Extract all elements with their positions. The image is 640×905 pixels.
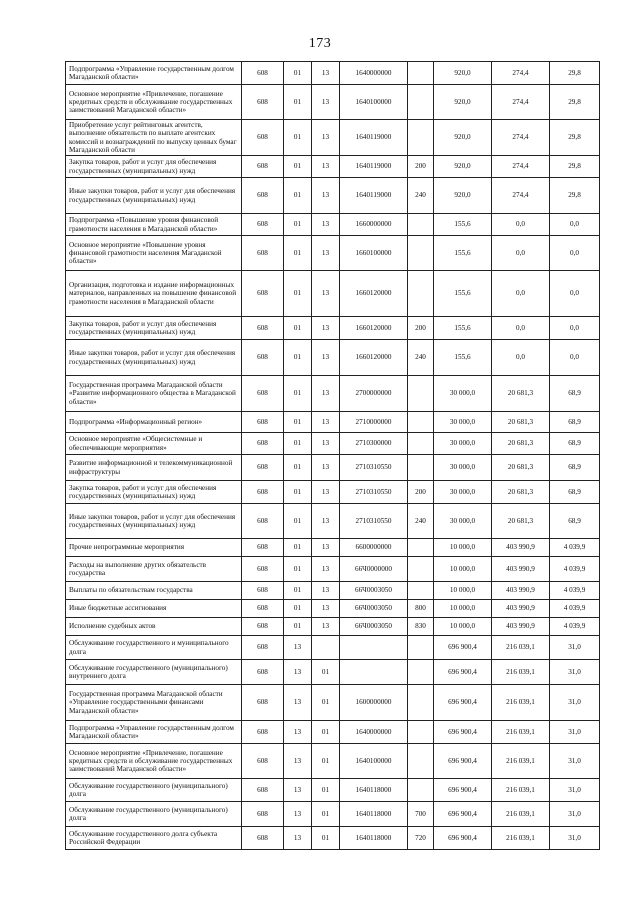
table-row	[66, 455, 600, 481]
ministry-code-cell: 608	[242, 636, 284, 660]
subsection-code-cell: 13	[312, 600, 340, 618]
subsection-code-cell: 13	[312, 271, 340, 317]
expense-type-cell	[408, 779, 434, 802]
execution-percent-cell: 0,0	[550, 236, 600, 271]
ministry-code-cell: 608	[242, 685, 284, 721]
target-article-cell: 2710300000	[340, 433, 408, 455]
subsection-code-cell: 13	[312, 178, 340, 214]
target-article-cell: 1640000000	[340, 721, 408, 744]
section-code-cell: 01	[284, 433, 312, 455]
target-article-cell: 2700000000	[340, 376, 408, 412]
section-code-cell: 13	[284, 660, 312, 685]
table-body	[66, 62, 600, 850]
actual-amount-cell: 216 039,1	[492, 779, 550, 802]
actual-amount-cell: 274,4	[492, 62, 550, 85]
actual-amount-cell: 274,4	[492, 120, 550, 156]
ministry-code-cell: 608	[242, 744, 284, 779]
expense-type-cell: 240	[408, 504, 434, 539]
section-code-cell: 13	[284, 827, 312, 850]
table-row	[66, 317, 600, 340]
target-article-cell: 1660120000	[340, 340, 408, 376]
page-number: 173	[308, 36, 332, 51]
subsection-code-cell: 01	[312, 827, 340, 850]
actual-amount-cell: 216 039,1	[492, 660, 550, 685]
expense-type-cell	[408, 539, 434, 557]
expense-type-cell	[408, 85, 434, 120]
subsection-code-cell: 01	[312, 685, 340, 721]
execution-percent-cell: 4 039,9	[550, 539, 600, 557]
section-code-cell: 13	[284, 721, 312, 744]
subsection-code-cell: 01	[312, 721, 340, 744]
target-article-cell: 1640100000	[340, 744, 408, 779]
section-code-cell: 01	[284, 539, 312, 557]
target-article-cell: 1640118000	[340, 827, 408, 850]
subsection-code-cell: 01	[312, 660, 340, 685]
expense-type-cell: 200	[408, 156, 434, 178]
target-article-cell: 1640119000	[340, 120, 408, 156]
target-article-cell: 1640000000	[340, 62, 408, 85]
target-article-cell: 66Ч0003050	[340, 582, 408, 600]
section-code-cell: 01	[284, 85, 312, 120]
execution-percent-cell: 31,0	[550, 827, 600, 850]
ministry-code-cell: 608	[242, 433, 284, 455]
expense-type-cell: 800	[408, 600, 434, 618]
actual-amount-cell: 20 681,3	[492, 455, 550, 481]
item-name-cell: Развитие информационной и телекоммуникационной инфраструктуры	[66, 455, 242, 481]
subsection-code-cell: 13	[312, 433, 340, 455]
execution-percent-cell: 68,9	[550, 504, 600, 539]
table-row	[66, 236, 600, 271]
table-row	[66, 539, 600, 557]
section-code-cell: 01	[284, 376, 312, 412]
table-row	[66, 557, 600, 582]
execution-percent-cell: 0,0	[550, 271, 600, 317]
target-article-cell: 1640118000	[340, 779, 408, 802]
plan-amount-cell: 696 900,4	[434, 827, 492, 850]
execution-percent-cell: 4 039,9	[550, 600, 600, 618]
table-row	[66, 744, 600, 779]
plan-amount-cell: 696 900,4	[434, 779, 492, 802]
item-name-cell: Подпрограмма «Информационный регион»	[66, 412, 242, 433]
ministry-code-cell: 608	[242, 660, 284, 685]
plan-amount-cell: 696 900,4	[434, 744, 492, 779]
ministry-code-cell: 608	[242, 721, 284, 744]
subsection-code-cell: 13	[312, 557, 340, 582]
item-name-cell: Государственная программа Магаданской области «Развитие информационного общества в Магаданской области»	[66, 376, 242, 412]
item-name-cell: Основное мероприятие «Общесистемные и обеспечивающие мероприятия»	[66, 433, 242, 455]
table-row	[66, 582, 600, 600]
item-name-cell: Подпрограмма «Управление государственным долгом Магаданской области»	[66, 721, 242, 744]
execution-percent-cell: 31,0	[550, 636, 600, 660]
item-name-cell: Приобретение услуг рейтинговых агентств, выполнение обязательств по выплате агентских комиссий и вознаграждений по выпуску ценных бумаг Магаданской области	[66, 120, 242, 156]
ministry-code-cell: 608	[242, 582, 284, 600]
subsection-code-cell: 13	[312, 85, 340, 120]
actual-amount-cell: 0,0	[492, 236, 550, 271]
actual-amount-cell: 20 681,3	[492, 504, 550, 539]
ministry-code-cell: 608	[242, 236, 284, 271]
ministry-code-cell: 608	[242, 600, 284, 618]
table-row	[66, 618, 600, 636]
section-code-cell: 01	[284, 412, 312, 433]
plan-amount-cell: 10 000,0	[434, 557, 492, 582]
subsection-code-cell: 13	[312, 481, 340, 504]
section-code-cell: 01	[284, 455, 312, 481]
section-code-cell: 01	[284, 271, 312, 317]
target-article-cell: 1600000000	[340, 685, 408, 721]
plan-amount-cell: 155,6	[434, 214, 492, 236]
expense-type-cell	[408, 557, 434, 582]
target-article-cell: 1660000000	[340, 214, 408, 236]
item-name-cell: Основное мероприятие «Привлечение, погашение кредитных средств и обслуживание государственных заимствований Магаданской области»	[66, 744, 242, 779]
section-code-cell: 13	[284, 802, 312, 827]
target-article-cell: 1640118000	[340, 802, 408, 827]
execution-percent-cell: 29,8	[550, 120, 600, 156]
subsection-code-cell: 13	[312, 582, 340, 600]
plan-amount-cell: 696 900,4	[434, 721, 492, 744]
item-name-cell: Подпрограмма «Управление государственным долгом Магаданской области»	[66, 62, 242, 85]
section-code-cell: 01	[284, 340, 312, 376]
table-row	[66, 156, 600, 178]
expense-type-cell	[408, 236, 434, 271]
subsection-code-cell: 01	[312, 802, 340, 827]
ministry-code-cell: 608	[242, 178, 284, 214]
subsection-code-cell: 13	[312, 539, 340, 557]
plan-amount-cell: 10 000,0	[434, 582, 492, 600]
expense-type-cell	[408, 744, 434, 779]
expense-type-cell	[408, 636, 434, 660]
ministry-code-cell: 608	[242, 779, 284, 802]
section-code-cell: 13	[284, 685, 312, 721]
ministry-code-cell: 608	[242, 455, 284, 481]
expense-type-cell: 720	[408, 827, 434, 850]
actual-amount-cell: 20 681,3	[492, 412, 550, 433]
subsection-code-cell: 13	[312, 455, 340, 481]
section-code-cell: 01	[284, 317, 312, 340]
table-row	[66, 85, 600, 120]
execution-percent-cell: 0,0	[550, 214, 600, 236]
item-name-cell: Выплаты по обязательствам государства	[66, 582, 242, 600]
subsection-code-cell: 13	[312, 504, 340, 539]
expense-type-cell	[408, 271, 434, 317]
table-row	[66, 62, 600, 85]
target-article-cell: 6600000000	[340, 539, 408, 557]
execution-percent-cell: 68,9	[550, 481, 600, 504]
plan-amount-cell: 155,6	[434, 271, 492, 317]
actual-amount-cell: 403 990,9	[492, 539, 550, 557]
actual-amount-cell: 0,0	[492, 317, 550, 340]
ministry-code-cell: 608	[242, 214, 284, 236]
budget-table	[65, 61, 600, 850]
plan-amount-cell: 30 000,0	[434, 433, 492, 455]
target-article-cell: 1660120000	[340, 317, 408, 340]
plan-amount-cell: 920,0	[434, 85, 492, 120]
subsection-code-cell: 01	[312, 744, 340, 779]
plan-amount-cell: 696 900,4	[434, 802, 492, 827]
section-code-cell: 01	[284, 582, 312, 600]
plan-amount-cell: 30 000,0	[434, 504, 492, 539]
expense-type-cell	[408, 120, 434, 156]
target-article-cell: 66Ч0003050	[340, 618, 408, 636]
execution-percent-cell: 4 039,9	[550, 557, 600, 582]
ministry-code-cell: 608	[242, 539, 284, 557]
plan-amount-cell: 10 000,0	[434, 539, 492, 557]
target-article-cell: 2710310550	[340, 455, 408, 481]
target-article-cell: 1640119000	[340, 156, 408, 178]
plan-amount-cell: 920,0	[434, 62, 492, 85]
section-code-cell: 01	[284, 62, 312, 85]
execution-percent-cell: 29,8	[550, 62, 600, 85]
table-row	[66, 376, 600, 412]
plan-amount-cell: 696 900,4	[434, 660, 492, 685]
section-code-cell: 01	[284, 178, 312, 214]
execution-percent-cell: 68,9	[550, 433, 600, 455]
execution-percent-cell: 68,9	[550, 376, 600, 412]
table-row	[66, 120, 600, 156]
execution-percent-cell: 4 039,9	[550, 618, 600, 636]
item-name-cell: Обслуживание государственного долга субъекта Российской Федерации	[66, 827, 242, 850]
item-name-cell: Подпрограмма «Повышение уровня финансовой грамотности населения в Магаданской области»	[66, 214, 242, 236]
table-row	[66, 802, 600, 827]
item-name-cell: Иные закупки товаров, работ и услуг для обеспечения государственных (муниципальных) нужд	[66, 178, 242, 214]
plan-amount-cell: 920,0	[434, 156, 492, 178]
actual-amount-cell: 403 990,9	[492, 557, 550, 582]
subsection-code-cell: 13	[312, 120, 340, 156]
item-name-cell: Государственная программа Магаданской области «Управление государственными финансами Магаданской области»	[66, 685, 242, 721]
item-name-cell: Обслуживание государственного и муниципального долга	[66, 636, 242, 660]
actual-amount-cell: 403 990,9	[492, 618, 550, 636]
item-name-cell: Закупка товаров, работ и услуг для обеспечения государственных (муниципальных) нужд	[66, 317, 242, 340]
target-article-cell: 1660120000	[340, 271, 408, 317]
section-code-cell: 01	[284, 504, 312, 539]
section-code-cell: 01	[284, 236, 312, 271]
item-name-cell: Основное мероприятие «Привлечение, погашение кредитных средств и обслуживание государственных заимствований Магаданской области»	[66, 85, 242, 120]
expense-type-cell	[408, 214, 434, 236]
subsection-code-cell: 13	[312, 412, 340, 433]
subsection-code-cell: 13	[312, 62, 340, 85]
plan-amount-cell: 30 000,0	[434, 376, 492, 412]
actual-amount-cell: 0,0	[492, 340, 550, 376]
item-name-cell: Иные бюджетные ассигнования	[66, 600, 242, 618]
actual-amount-cell: 216 039,1	[492, 744, 550, 779]
table-row	[66, 412, 600, 433]
execution-percent-cell: 31,0	[550, 779, 600, 802]
ministry-code-cell: 608	[242, 618, 284, 636]
subsection-code-cell: 13	[312, 156, 340, 178]
plan-amount-cell: 696 900,4	[434, 685, 492, 721]
ministry-code-cell: 608	[242, 481, 284, 504]
target-article-cell: 66Ч0000000	[340, 557, 408, 582]
table-row	[66, 504, 600, 539]
ministry-code-cell: 608	[242, 340, 284, 376]
plan-amount-cell: 10 000,0	[434, 618, 492, 636]
subsection-code-cell: 13	[312, 618, 340, 636]
plan-amount-cell: 155,6	[434, 236, 492, 271]
plan-amount-cell: 920,0	[434, 120, 492, 156]
actual-amount-cell: 216 039,1	[492, 636, 550, 660]
ministry-code-cell: 608	[242, 376, 284, 412]
actual-amount-cell: 274,4	[492, 85, 550, 120]
table-row	[66, 271, 600, 317]
subsection-code-cell: 13	[312, 317, 340, 340]
table-row	[66, 660, 600, 685]
section-code-cell: 01	[284, 120, 312, 156]
subsection-code-cell: 13	[312, 340, 340, 376]
item-name-cell: Закупка товаров, работ и услуг для обеспечения государственных (муниципальных) нужд	[66, 156, 242, 178]
execution-percent-cell: 0,0	[550, 340, 600, 376]
section-code-cell: 01	[284, 156, 312, 178]
execution-percent-cell: 68,9	[550, 455, 600, 481]
plan-amount-cell: 155,6	[434, 340, 492, 376]
ministry-code-cell: 608	[242, 504, 284, 539]
actual-amount-cell: 216 039,1	[492, 802, 550, 827]
item-name-cell: Обслуживание государственного (муниципального) долга	[66, 779, 242, 802]
actual-amount-cell: 0,0	[492, 214, 550, 236]
ministry-code-cell: 608	[242, 802, 284, 827]
actual-amount-cell: 0,0	[492, 271, 550, 317]
table-row	[66, 685, 600, 721]
expense-type-cell	[408, 660, 434, 685]
target-article-cell: 2710000000	[340, 412, 408, 433]
section-code-cell: 13	[284, 744, 312, 779]
target-article-cell: 1640100000	[340, 85, 408, 120]
target-article-cell: 66Ч0003050	[340, 600, 408, 618]
ministry-code-cell: 608	[242, 317, 284, 340]
table-row	[66, 721, 600, 744]
section-code-cell: 01	[284, 214, 312, 236]
expense-type-cell: 200	[408, 481, 434, 504]
subsection-code-cell: 13	[312, 214, 340, 236]
expense-type-cell	[408, 721, 434, 744]
plan-amount-cell: 10 000,0	[434, 600, 492, 618]
expense-type-cell	[408, 582, 434, 600]
execution-percent-cell: 68,9	[550, 412, 600, 433]
plan-amount-cell: 30 000,0	[434, 455, 492, 481]
section-code-cell: 01	[284, 618, 312, 636]
target-article-cell: 1660100000	[340, 236, 408, 271]
actual-amount-cell: 20 681,3	[492, 376, 550, 412]
target-article-cell	[340, 660, 408, 685]
ministry-code-cell: 608	[242, 827, 284, 850]
ministry-code-cell: 608	[242, 120, 284, 156]
item-name-cell: Иные закупки товаров, работ и услуг для обеспечения государственных (муниципальных) нужд	[66, 340, 242, 376]
expense-type-cell: 240	[408, 178, 434, 214]
table-row	[66, 600, 600, 618]
ministry-code-cell: 608	[242, 412, 284, 433]
table-row	[66, 340, 600, 376]
actual-amount-cell: 20 681,3	[492, 481, 550, 504]
actual-amount-cell: 216 039,1	[492, 685, 550, 721]
expense-type-cell: 700	[408, 802, 434, 827]
target-article-cell	[340, 636, 408, 660]
plan-amount-cell: 155,6	[434, 317, 492, 340]
execution-percent-cell: 31,0	[550, 744, 600, 779]
item-name-cell: Обслуживание государственного (муниципального) долга	[66, 802, 242, 827]
ministry-code-cell: 608	[242, 271, 284, 317]
ministry-code-cell: 608	[242, 62, 284, 85]
execution-percent-cell: 31,0	[550, 685, 600, 721]
table-row	[66, 433, 600, 455]
item-name-cell: Организация, подготовка и издание информационных материалов, направленных на повышение финансовой грамотности населения в Магаданской области	[66, 271, 242, 317]
expense-type-cell	[408, 376, 434, 412]
actual-amount-cell: 274,4	[492, 156, 550, 178]
execution-percent-cell: 31,0	[550, 802, 600, 827]
expense-type-cell: 200	[408, 317, 434, 340]
table-row	[66, 214, 600, 236]
execution-percent-cell: 31,0	[550, 721, 600, 744]
item-name-cell: Закупка товаров, работ и услуг для обеспечения государственных (муниципальных) нужд	[66, 481, 242, 504]
execution-percent-cell: 0,0	[550, 317, 600, 340]
section-code-cell: 01	[284, 557, 312, 582]
execution-percent-cell: 29,8	[550, 156, 600, 178]
item-name-cell: Иные закупки товаров, работ и услуг для обеспечения государственных (муниципальных) нужд	[66, 504, 242, 539]
expense-type-cell	[408, 455, 434, 481]
actual-amount-cell: 274,4	[492, 178, 550, 214]
expense-type-cell	[408, 685, 434, 721]
target-article-cell: 2710310550	[340, 504, 408, 539]
actual-amount-cell: 403 990,9	[492, 600, 550, 618]
section-code-cell: 13	[284, 779, 312, 802]
table-row	[66, 178, 600, 214]
actual-amount-cell: 216 039,1	[492, 721, 550, 744]
subsection-code-cell: 13	[312, 236, 340, 271]
item-name-cell: Основное мероприятие «Повышение уровня финансовой грамотности населения Магаданской области»	[66, 236, 242, 271]
plan-amount-cell: 30 000,0	[434, 412, 492, 433]
expense-type-cell	[408, 412, 434, 433]
actual-amount-cell: 403 990,9	[492, 582, 550, 600]
item-name-cell: Прочие непрограммные мероприятия	[66, 539, 242, 557]
actual-amount-cell: 216 039,1	[492, 827, 550, 850]
section-code-cell: 01	[284, 600, 312, 618]
plan-amount-cell: 920,0	[434, 178, 492, 214]
expense-type-cell: 240	[408, 340, 434, 376]
ministry-code-cell: 608	[242, 85, 284, 120]
subsection-code-cell	[312, 636, 340, 660]
expense-type-cell	[408, 62, 434, 85]
execution-percent-cell: 31,0	[550, 660, 600, 685]
execution-percent-cell: 4 039,9	[550, 582, 600, 600]
table-row	[66, 636, 600, 660]
item-name-cell: Обслуживание государственного (муниципального) внутреннего долга	[66, 660, 242, 685]
expense-type-cell	[408, 433, 434, 455]
item-name-cell: Исполнение судебных актов	[66, 618, 242, 636]
plan-amount-cell: 30 000,0	[434, 481, 492, 504]
ministry-code-cell: 608	[242, 156, 284, 178]
execution-percent-cell: 29,8	[550, 85, 600, 120]
plan-amount-cell: 696 900,4	[434, 636, 492, 660]
table-row	[66, 481, 600, 504]
expense-type-cell: 830	[408, 618, 434, 636]
section-code-cell: 01	[284, 481, 312, 504]
table-row	[66, 779, 600, 802]
section-code-cell: 13	[284, 636, 312, 660]
execution-percent-cell: 29,8	[550, 178, 600, 214]
target-article-cell: 2710310550	[340, 481, 408, 504]
actual-amount-cell: 20 681,3	[492, 433, 550, 455]
subsection-code-cell: 01	[312, 779, 340, 802]
item-name-cell: Расходы на выполнение других обязательств государства	[66, 557, 242, 582]
subsection-code-cell: 13	[312, 376, 340, 412]
ministry-code-cell: 608	[242, 557, 284, 582]
table-row	[66, 827, 600, 850]
target-article-cell: 1640119000	[340, 178, 408, 214]
